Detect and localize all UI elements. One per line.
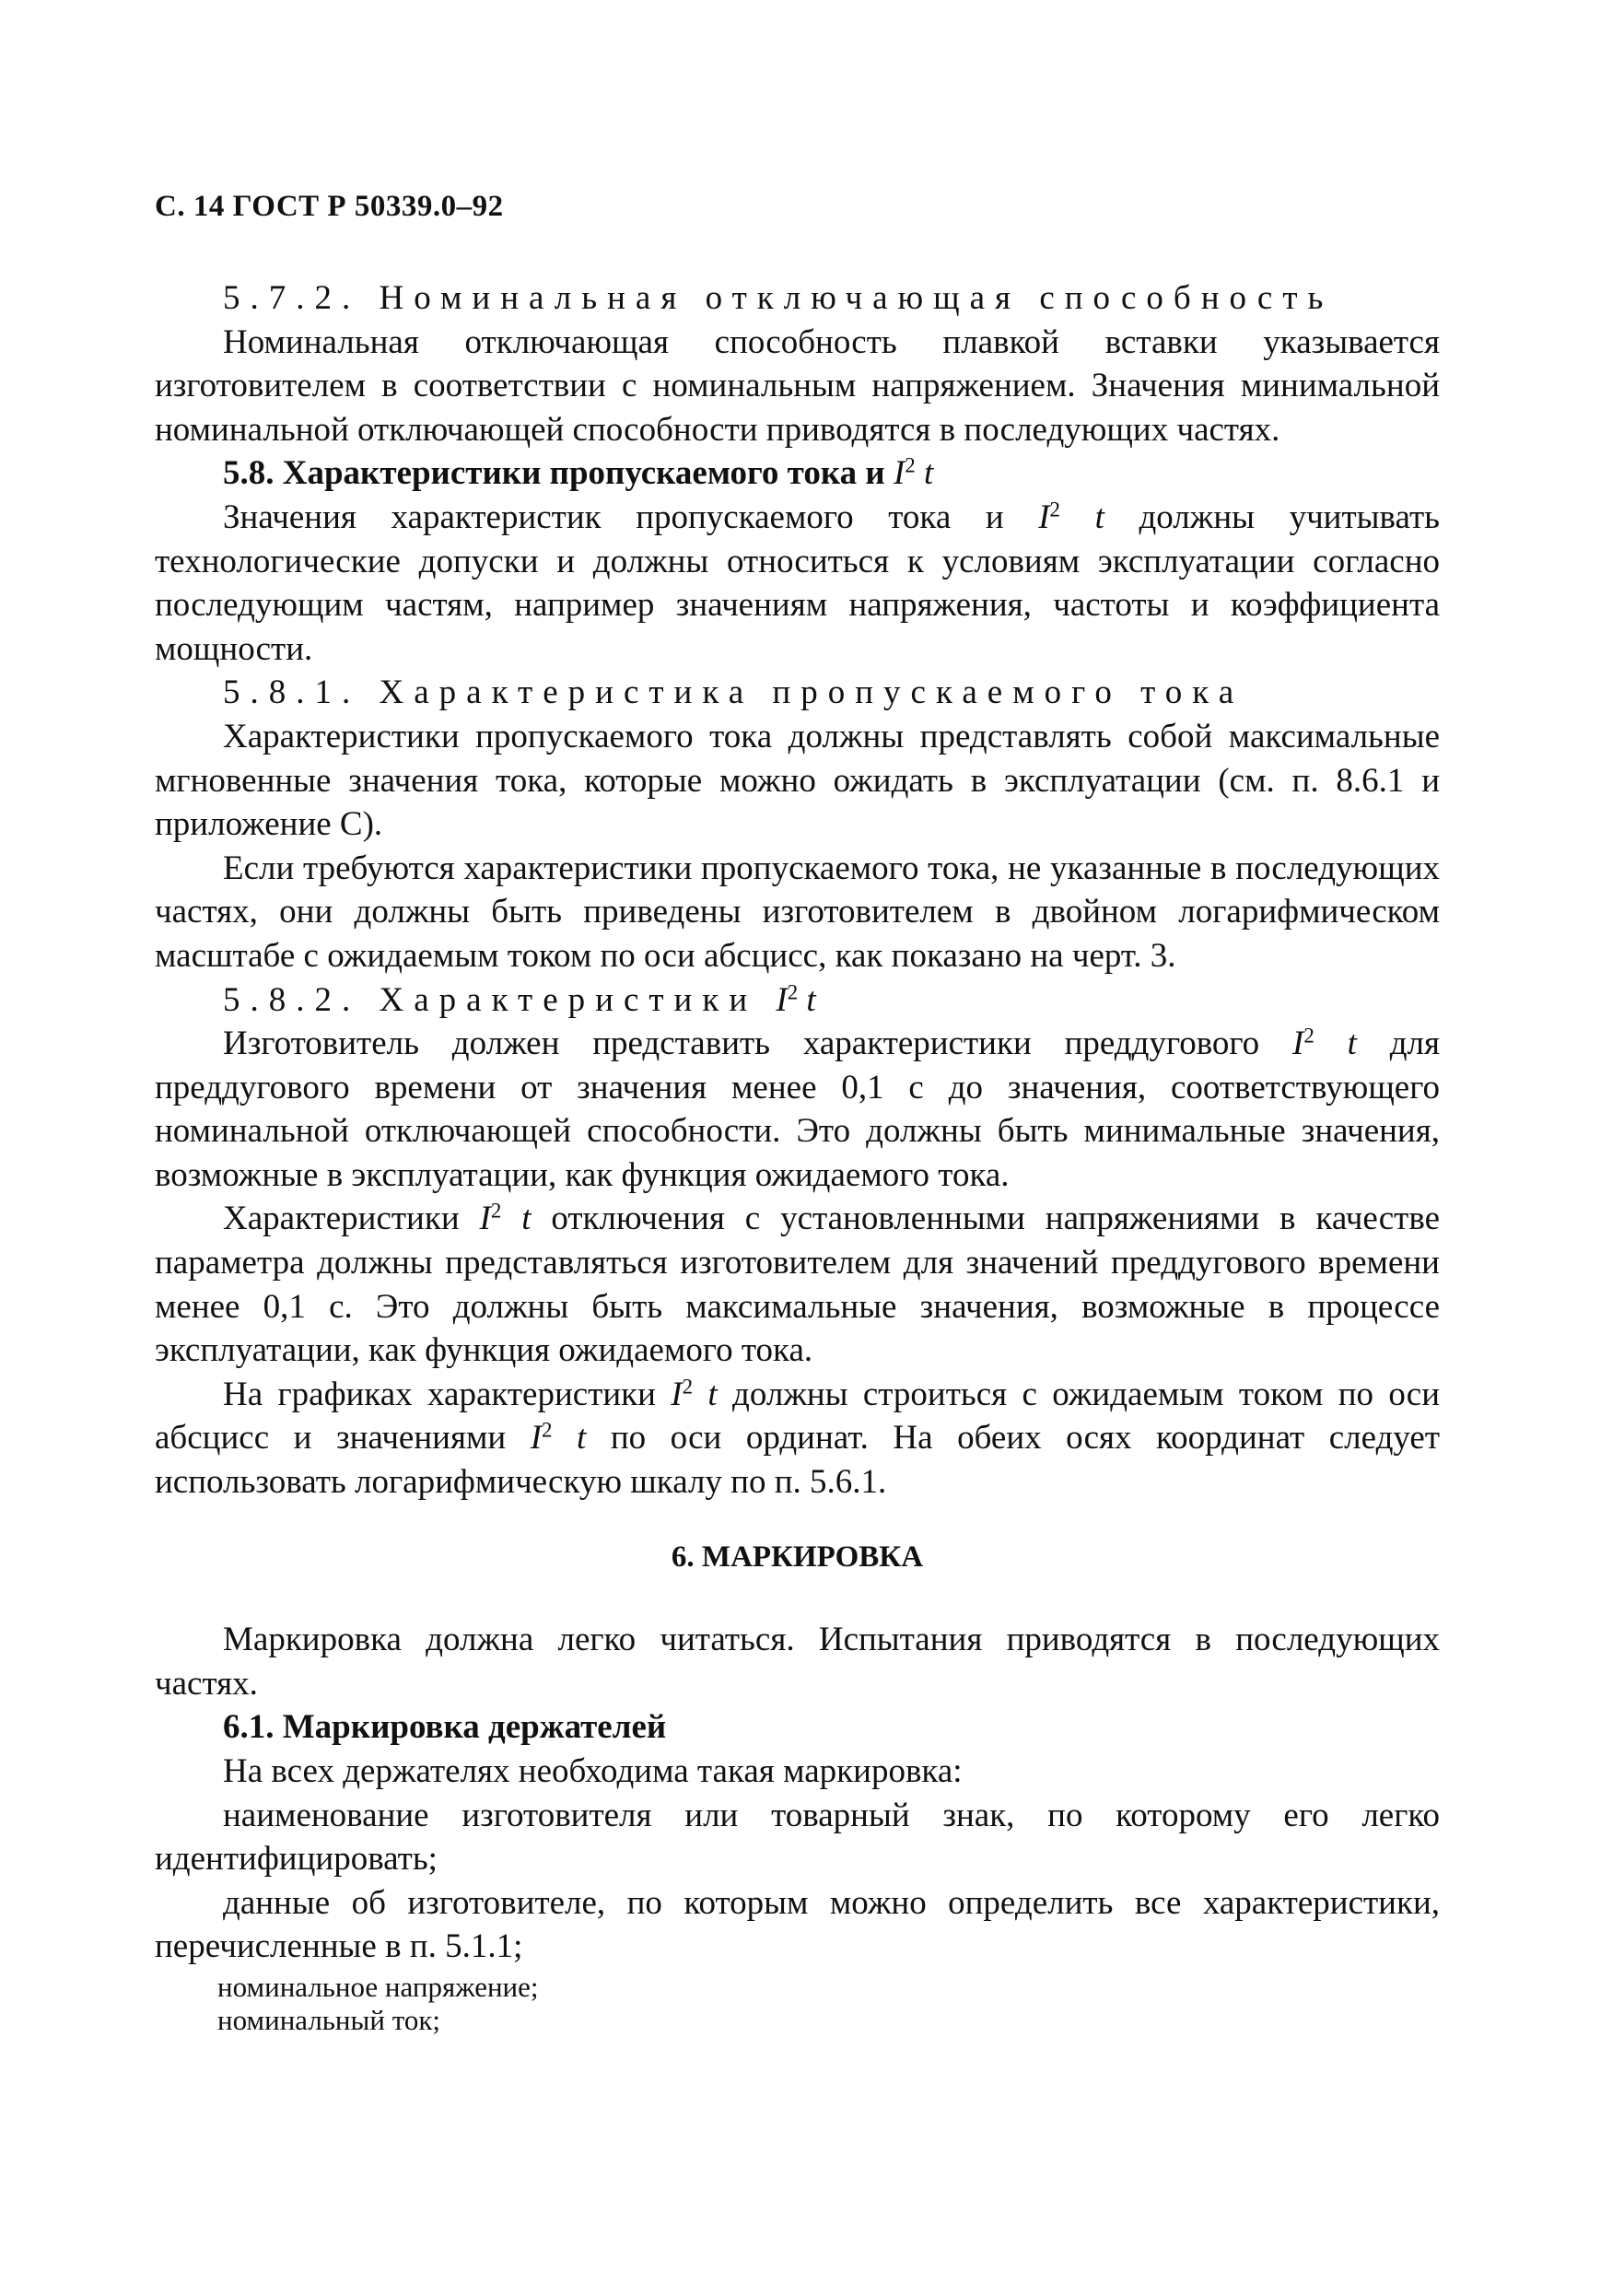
- p3-i2: I: [530, 1419, 543, 1458]
- paragraph-5-8-1-b: Если требуются характеристики пропускаемого тока, не указанные в последующих частях, они должны быть приведены изготовителем в двойном логарифмическом масштабе с ожидаемым током по оси абсцисс, как показано на черт. 3.: [155, 849, 1440, 975]
- paragraph-5-8: [155, 496, 1440, 671]
- p3-c: по оси ординат. На обеих осях координат следует использовать логарифмическую шкалу по п. 5.6.1.: [155, 1419, 1440, 1502]
- heading-5-8: [155, 451, 1440, 496]
- p1-t: t: [1314, 1025, 1357, 1063]
- p3-t2: t: [552, 1419, 587, 1458]
- p3-a: На графиках характеристики: [223, 1375, 672, 1413]
- document-body: [155, 276, 1440, 2037]
- p3-b: должны строиться с ожидаемым током по оси абсцисс и значениями: [155, 1375, 1441, 1458]
- p3-sup: 2: [682, 1375, 694, 1399]
- heading-5-8-t: t: [915, 454, 934, 493]
- p1-b: для преддугового времени от значения менее 0,1 с до значения, соответствующего номинальной отключающей способности. Это должны быть минимальные значения, возможные в эксплуатации, как функция ожидаемого тока.: [155, 1025, 1441, 1194]
- p3-sup2: 2: [542, 1418, 553, 1442]
- small-list: [155, 1971, 1440, 2037]
- p2-sup: 2: [490, 1199, 502, 1223]
- p3-t: t: [693, 1375, 718, 1413]
- list-item-2: данные об изготовителе, по которым можно определить все характеристики, перечисленные в п. 5.1.1;: [155, 1883, 1440, 1966]
- heading-5-8-2-sup: 2: [787, 979, 799, 1003]
- paragraph-5-8-1: Характеристики пропускаемого тока должны представлять собой максимальные мгновенные значения тока, которые можно ожидать в эксплуатации (см. п. 8.6.1 и приложение С).: [155, 717, 1440, 844]
- heading-5-8-2-text: 5.8.2. Характеристики: [223, 980, 777, 1019]
- paragraph-5-7-2: Номинальная отключающая способность плавкой вставки указывается изготовителем в соответствии с номинальным напряжением. Значения минимальной номинальной отключающей способности приводятся в последующих частях.: [155, 322, 1440, 449]
- heading-5-8-2-t: t: [798, 980, 816, 1019]
- heading-5-8-sup: 2: [905, 453, 916, 477]
- list-item-1: наименование изготовителя или товарный знак, по которому его легко идентифицировать;: [155, 1796, 1440, 1879]
- paragraph-5-8-b: должны учитывать технологические допуски и должны относиться к условиям эксплуатации согласно последующим частям, например значениям напряжения, частоты и коэффициента мощности.: [155, 498, 1441, 668]
- list-item-3: номинальное напряжение;: [217, 1970, 539, 2003]
- p2-i: I: [479, 1200, 491, 1238]
- paragraph-6-1-intro: На всех держателях необходима такая маркировка:: [223, 1752, 963, 1790]
- list-item-4: номинальный ток;: [217, 2003, 441, 2036]
- paragraph-5-8-2-b: [155, 1197, 1440, 1372]
- p2-a: Характеристики: [223, 1200, 480, 1238]
- p1-a: Изготовитель должен представить характеристики преддугового: [223, 1025, 1292, 1063]
- i2t-i: I: [1038, 498, 1050, 536]
- heading-6-1: 6.1. Маркировка держателей: [223, 1708, 667, 1747]
- section-title-6: 6. МАРКИРОВКА: [671, 1540, 924, 1574]
- heading-5-7-2-text: 5.7.2. Номинальная отключающая способность: [223, 279, 1334, 317]
- heading-5-8-2: [155, 978, 1440, 1023]
- heading-5-8-2-i: I: [776, 980, 788, 1019]
- running-head: С. 14 ГОСТ Р 50339.0–92: [155, 190, 504, 223]
- heading-5-7-2: [155, 276, 1440, 321]
- p2-t: t: [501, 1200, 532, 1238]
- paragraph-6: Маркировка должна легко читаться. Испытания приводятся в последующих частях.: [155, 1621, 1440, 1703]
- heading-5-8-text: 5.8. Характеристики пропускаемого тока и: [223, 454, 894, 493]
- p2-b: отключения с установленными напряжениями в качестве параметра должны представляться изготовителем для значений преддугового времени менее 0,1 с. Это должны быть максимальные значения, возможные в процессе эксплуатации, как функция ожидаемого тока.: [155, 1200, 1440, 1370]
- p1-sup: 2: [1303, 1024, 1314, 1048]
- heading-5-8-1-text: 5.8.1. Характеристика пропускаемого тока: [223, 673, 1244, 712]
- p1-i: I: [1292, 1025, 1304, 1063]
- heading-5-8-1: [155, 671, 1440, 715]
- i2t-t: t: [1060, 498, 1104, 536]
- paragraph-5-8-a: Значения характеристик пропускаемого тока и: [223, 498, 1039, 536]
- paragraph-5-8-2-c: [155, 1373, 1440, 1505]
- paragraph-5-8-2-a: [155, 1022, 1440, 1197]
- p3-i: I: [671, 1375, 683, 1413]
- heading-5-8-i: I: [893, 454, 905, 493]
- i2t-sup: 2: [1049, 498, 1061, 521]
